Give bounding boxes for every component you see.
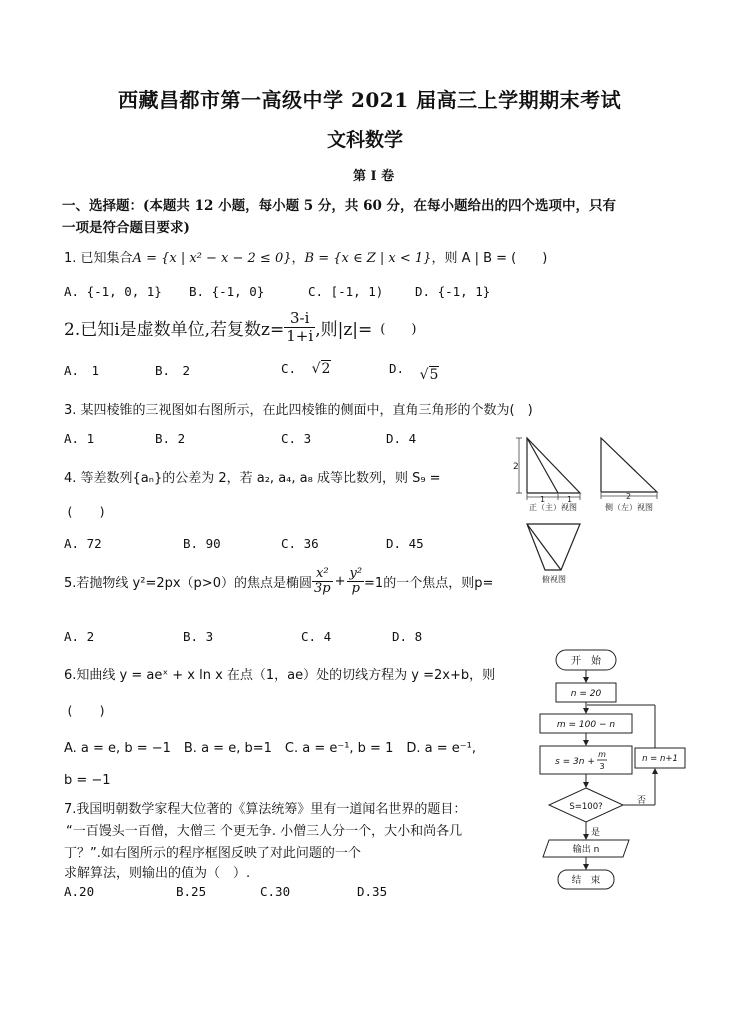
flow-s-num: m bbox=[598, 750, 606, 759]
exam-subtitle: 文科数学 bbox=[327, 129, 404, 151]
q7-option-b: B.25 bbox=[176, 884, 207, 899]
q1-option-d: D. {-1, 1} bbox=[415, 284, 491, 299]
section-heading-line2: 一项是符合题目要求) bbox=[62, 220, 190, 236]
q6-paren: ( ) bbox=[66, 703, 107, 718]
q1-option-c: C. [-1, 1) bbox=[308, 284, 384, 299]
side-view-label: 侧（左）视图 bbox=[605, 503, 653, 512]
q4-option-b: B. 90 bbox=[183, 536, 221, 551]
q5-fraction-1 bbox=[312, 567, 333, 597]
q2-option-d bbox=[389, 361, 439, 383]
exam-title: 西藏昌都市第一高级中学 2021 届高三上学期期末考试 bbox=[118, 88, 622, 112]
flow-s-den: 3 bbox=[599, 762, 605, 771]
section-heading-line1: 一、选择题：(本题共 12 小题，每小题 5 分，共 60 分，在每小题给出的四个选项中，只有 bbox=[62, 198, 617, 214]
q1-sep: ， bbox=[291, 251, 305, 266]
q3-option-c: C. 3 bbox=[281, 431, 312, 446]
question-7-line2: “一百馒头一百僧，大僧三 个更无争. 小僧三人分一个，大小和尚各几 bbox=[66, 824, 463, 839]
q4-option-a: A. 72 bbox=[64, 536, 102, 551]
q6-options: A. a = e, b = −1 B. a = e, b=1 C. a = e⁻¹, b = 1 D. a = e⁻¹, bbox=[64, 741, 476, 756]
q1-set-a: A = {x | x² − x − 2 ≤ 0} bbox=[132, 251, 292, 266]
q5-option-a: A. 2 bbox=[64, 629, 95, 644]
flow-init-text: n = 20 bbox=[570, 689, 602, 699]
q2-frac-num: 3-i bbox=[284, 310, 315, 328]
q7-option-a: A.20 bbox=[64, 884, 95, 899]
question-1 bbox=[64, 247, 547, 266]
three-view-diagram bbox=[505, 430, 675, 590]
flow-yes-label: 是 bbox=[591, 828, 601, 838]
question-3: 3. 某四棱锥的三视图如右图所示，在此四棱锥的侧面中，直角三角形的个数为( ) bbox=[64, 403, 533, 418]
q4-option-c: C. 36 bbox=[281, 536, 319, 551]
q5-option-d: D. 8 bbox=[392, 629, 423, 644]
q7-option-d: D.35 bbox=[357, 884, 388, 899]
q4-paren: ( ) bbox=[66, 504, 107, 519]
flow-no-label: 否 bbox=[637, 796, 647, 806]
top-view bbox=[527, 524, 580, 584]
q2-paren: ( ) bbox=[380, 321, 417, 337]
top-view-label: 俯视图 bbox=[542, 575, 566, 584]
q5-f2-den: p bbox=[351, 581, 360, 597]
q2-option-c bbox=[281, 361, 331, 377]
flow-increment-text: n = n+1 bbox=[642, 754, 678, 764]
flow-decision-text: S=100? bbox=[569, 802, 603, 812]
question-7-line3: 丁？”.如右图所示的程序框图反映了对此问题的一个 bbox=[64, 846, 361, 861]
flow-end-text: 结 束 bbox=[571, 875, 601, 886]
q5-stem-b: =1的一个焦点，则p= bbox=[364, 576, 494, 592]
question-6: 6.知曲线 y = aeˣ + x ln x 在点（1，ae）处的切线方程为 y =2x+b，则 bbox=[64, 668, 496, 683]
q7-option-c: C.30 bbox=[260, 884, 291, 899]
question-5 bbox=[64, 567, 493, 597]
q2-stem-b: ,则|z|= bbox=[315, 319, 373, 340]
q5-fraction-2 bbox=[347, 567, 364, 597]
volume-label: 第 I 卷 bbox=[353, 169, 395, 184]
q1-stem-b: ，则 A | B = ( ) bbox=[431, 251, 548, 266]
flow-output-text: 输出 n bbox=[572, 845, 600, 855]
q4-option-d: D. 45 bbox=[386, 536, 424, 551]
q1-option-a: A. {-1, 0, 1} bbox=[64, 284, 162, 299]
q5-f1-num: x² bbox=[312, 567, 333, 582]
q5-f1-den: 3p bbox=[313, 581, 331, 597]
q2-option-a: A. 1 bbox=[64, 363, 100, 378]
q1-option-b: B. {-1, 0} bbox=[189, 284, 265, 299]
q1-set-b: B = {x ∈ Z | x < 1} bbox=[304, 251, 432, 266]
q2-option-d-radicand: 5 bbox=[429, 367, 439, 383]
front-view bbox=[513, 438, 580, 512]
q5-stem-a: 5.若抛物线 y²=2px（p>0）的焦点是椭圆 bbox=[64, 576, 312, 592]
q1-stem-a: 1. 已知集合 bbox=[64, 251, 133, 266]
q5-plus: + bbox=[334, 574, 346, 590]
q5-option-b: B. 3 bbox=[183, 629, 214, 644]
side-view bbox=[601, 438, 657, 512]
q2-stem-a: 2.已知i是虚数单位,若复数z= bbox=[64, 319, 285, 340]
question-7-line1: 7.我国明朝数学家程大位著的《算法统筹》里有一道闻名世界的题目： bbox=[64, 802, 467, 817]
flow-s-text: s = 3n + bbox=[555, 757, 595, 767]
question-2 bbox=[64, 310, 416, 344]
q2-option-d-label: D. bbox=[389, 361, 405, 376]
dim-side: 2 bbox=[626, 492, 632, 501]
question-7-line4: 求解算法，则输出的值为（ ）. bbox=[64, 866, 251, 881]
dim-height: 2 bbox=[513, 462, 519, 472]
q3-option-a: A. 1 bbox=[64, 431, 95, 446]
q2-option-d-sqrt: √5 bbox=[419, 367, 439, 383]
flow-start-text: 开 始 bbox=[571, 656, 601, 667]
q2-frac-den: 1+i bbox=[286, 326, 314, 345]
q2-option-c-radicand: 2 bbox=[321, 361, 331, 377]
flowchart bbox=[525, 645, 725, 895]
q3-option-d: D. 4 bbox=[386, 431, 417, 446]
question-4: 4. 等差数列{aₙ}的公差为 2，若 a₂, a₄, a₈ 成等比数列，则 S₉ = bbox=[64, 471, 441, 486]
front-view-label: 正（主）视图 bbox=[529, 503, 577, 512]
q5-option-c: C. 4 bbox=[301, 629, 332, 644]
q2-fraction bbox=[284, 310, 315, 344]
q2-option-c-label: C. bbox=[281, 361, 297, 376]
q3-option-b: B. 2 bbox=[155, 431, 186, 446]
q2-option-b: B. 2 bbox=[155, 363, 191, 378]
q5-f2-num: y² bbox=[349, 566, 363, 581]
q2-option-c-sqrt: √2 bbox=[311, 361, 331, 377]
dim-front-left: 1 bbox=[540, 495, 546, 504]
flow-m-text: m = 100 − n bbox=[556, 720, 616, 730]
dim-front-right: 1 bbox=[567, 495, 573, 504]
q6-options-cont: b = −1 bbox=[64, 773, 111, 788]
